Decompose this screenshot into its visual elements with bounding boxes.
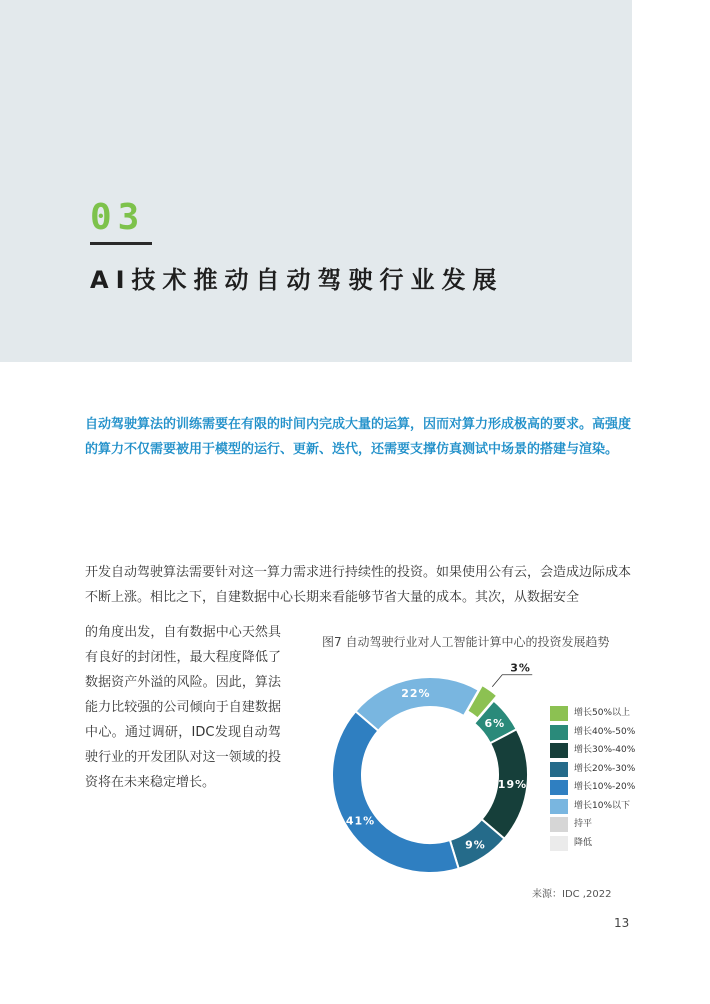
donut-slice [356,677,479,731]
legend-label: 增长10%-20% [574,782,636,792]
section-divider [90,242,152,245]
section-number: 03 [90,197,146,238]
legend-label: 增长40%-50% [574,726,636,737]
figure-title: 图7 自动驾驶行业对人工智能计算中心的投资发展趋势 [322,635,610,649]
body-paragraph: 开发自动驾驶算法需要针对这一算力需求进行持续性的投资。如果使用公有云，会造成边际成本不断上涨。相比之下，自建数据中心长期来看能够节省大量的成本。其次，从数据安全 [85,565,632,605]
legend-label: 持平 [574,819,593,829]
legend-label: 增长50%以上 [574,708,631,718]
slice-label: 19% [497,778,528,792]
legend-item [550,743,660,762]
legend-swatch [550,780,568,795]
legend-item [550,725,660,744]
legend-swatch [550,743,568,758]
legend-item [550,762,660,781]
legend-label: 增长30%-40% [574,745,636,755]
slice-label: 9% [465,838,486,852]
donut-chart [318,660,548,890]
side-paragraph: 的角度出发，自有数据中心天然具有良好的封闭性，最大程度降低了数据资产外溢的风险。因此，算法能力比较强的公司倾向于自建数据中心。通过调研，IDC发现自动驾驶行业的开发团队对这一领域的投资将在未来稳定增长。 [85,625,281,790]
legend-item [550,817,660,836]
slice-label: 3% [510,661,531,675]
page-number: 13 [614,916,630,930]
legend-label: 增长10%以下 [574,800,631,811]
legend-label: 降低 [574,837,593,848]
chart-legend [550,706,660,854]
legend-swatch [550,817,568,832]
legend-item [550,780,660,799]
slice-label: 22% [401,687,431,701]
legend-swatch [550,762,568,777]
section-header-banner [0,0,632,362]
section-title: AI技术推动自动驾驶行业发展 [90,266,504,294]
figure-source: 来源：IDC ,2022 [532,889,612,900]
slice-label: 6% [484,717,506,731]
legend-swatch [550,836,568,851]
slice-leader-line [492,675,532,687]
lead-paragraph: 自动驾驶算法的训练需要在有限的时间内完成大量的运算，因而对算力形成极高的要求。高强度的算力不仅需要被用于模型的运行、更新、迭代，还需要支撑仿真测试中场景的搭建与渲染。 [85,417,632,457]
legend-item [550,706,660,725]
legend-swatch [550,799,568,814]
legend-swatch [550,725,568,740]
legend-swatch [550,706,568,721]
legend-item [550,836,660,855]
legend-item [550,799,660,818]
donut-slice [332,711,459,873]
slice-label: 41% [345,814,376,828]
legend-label: 增长20%-30% [574,763,636,774]
